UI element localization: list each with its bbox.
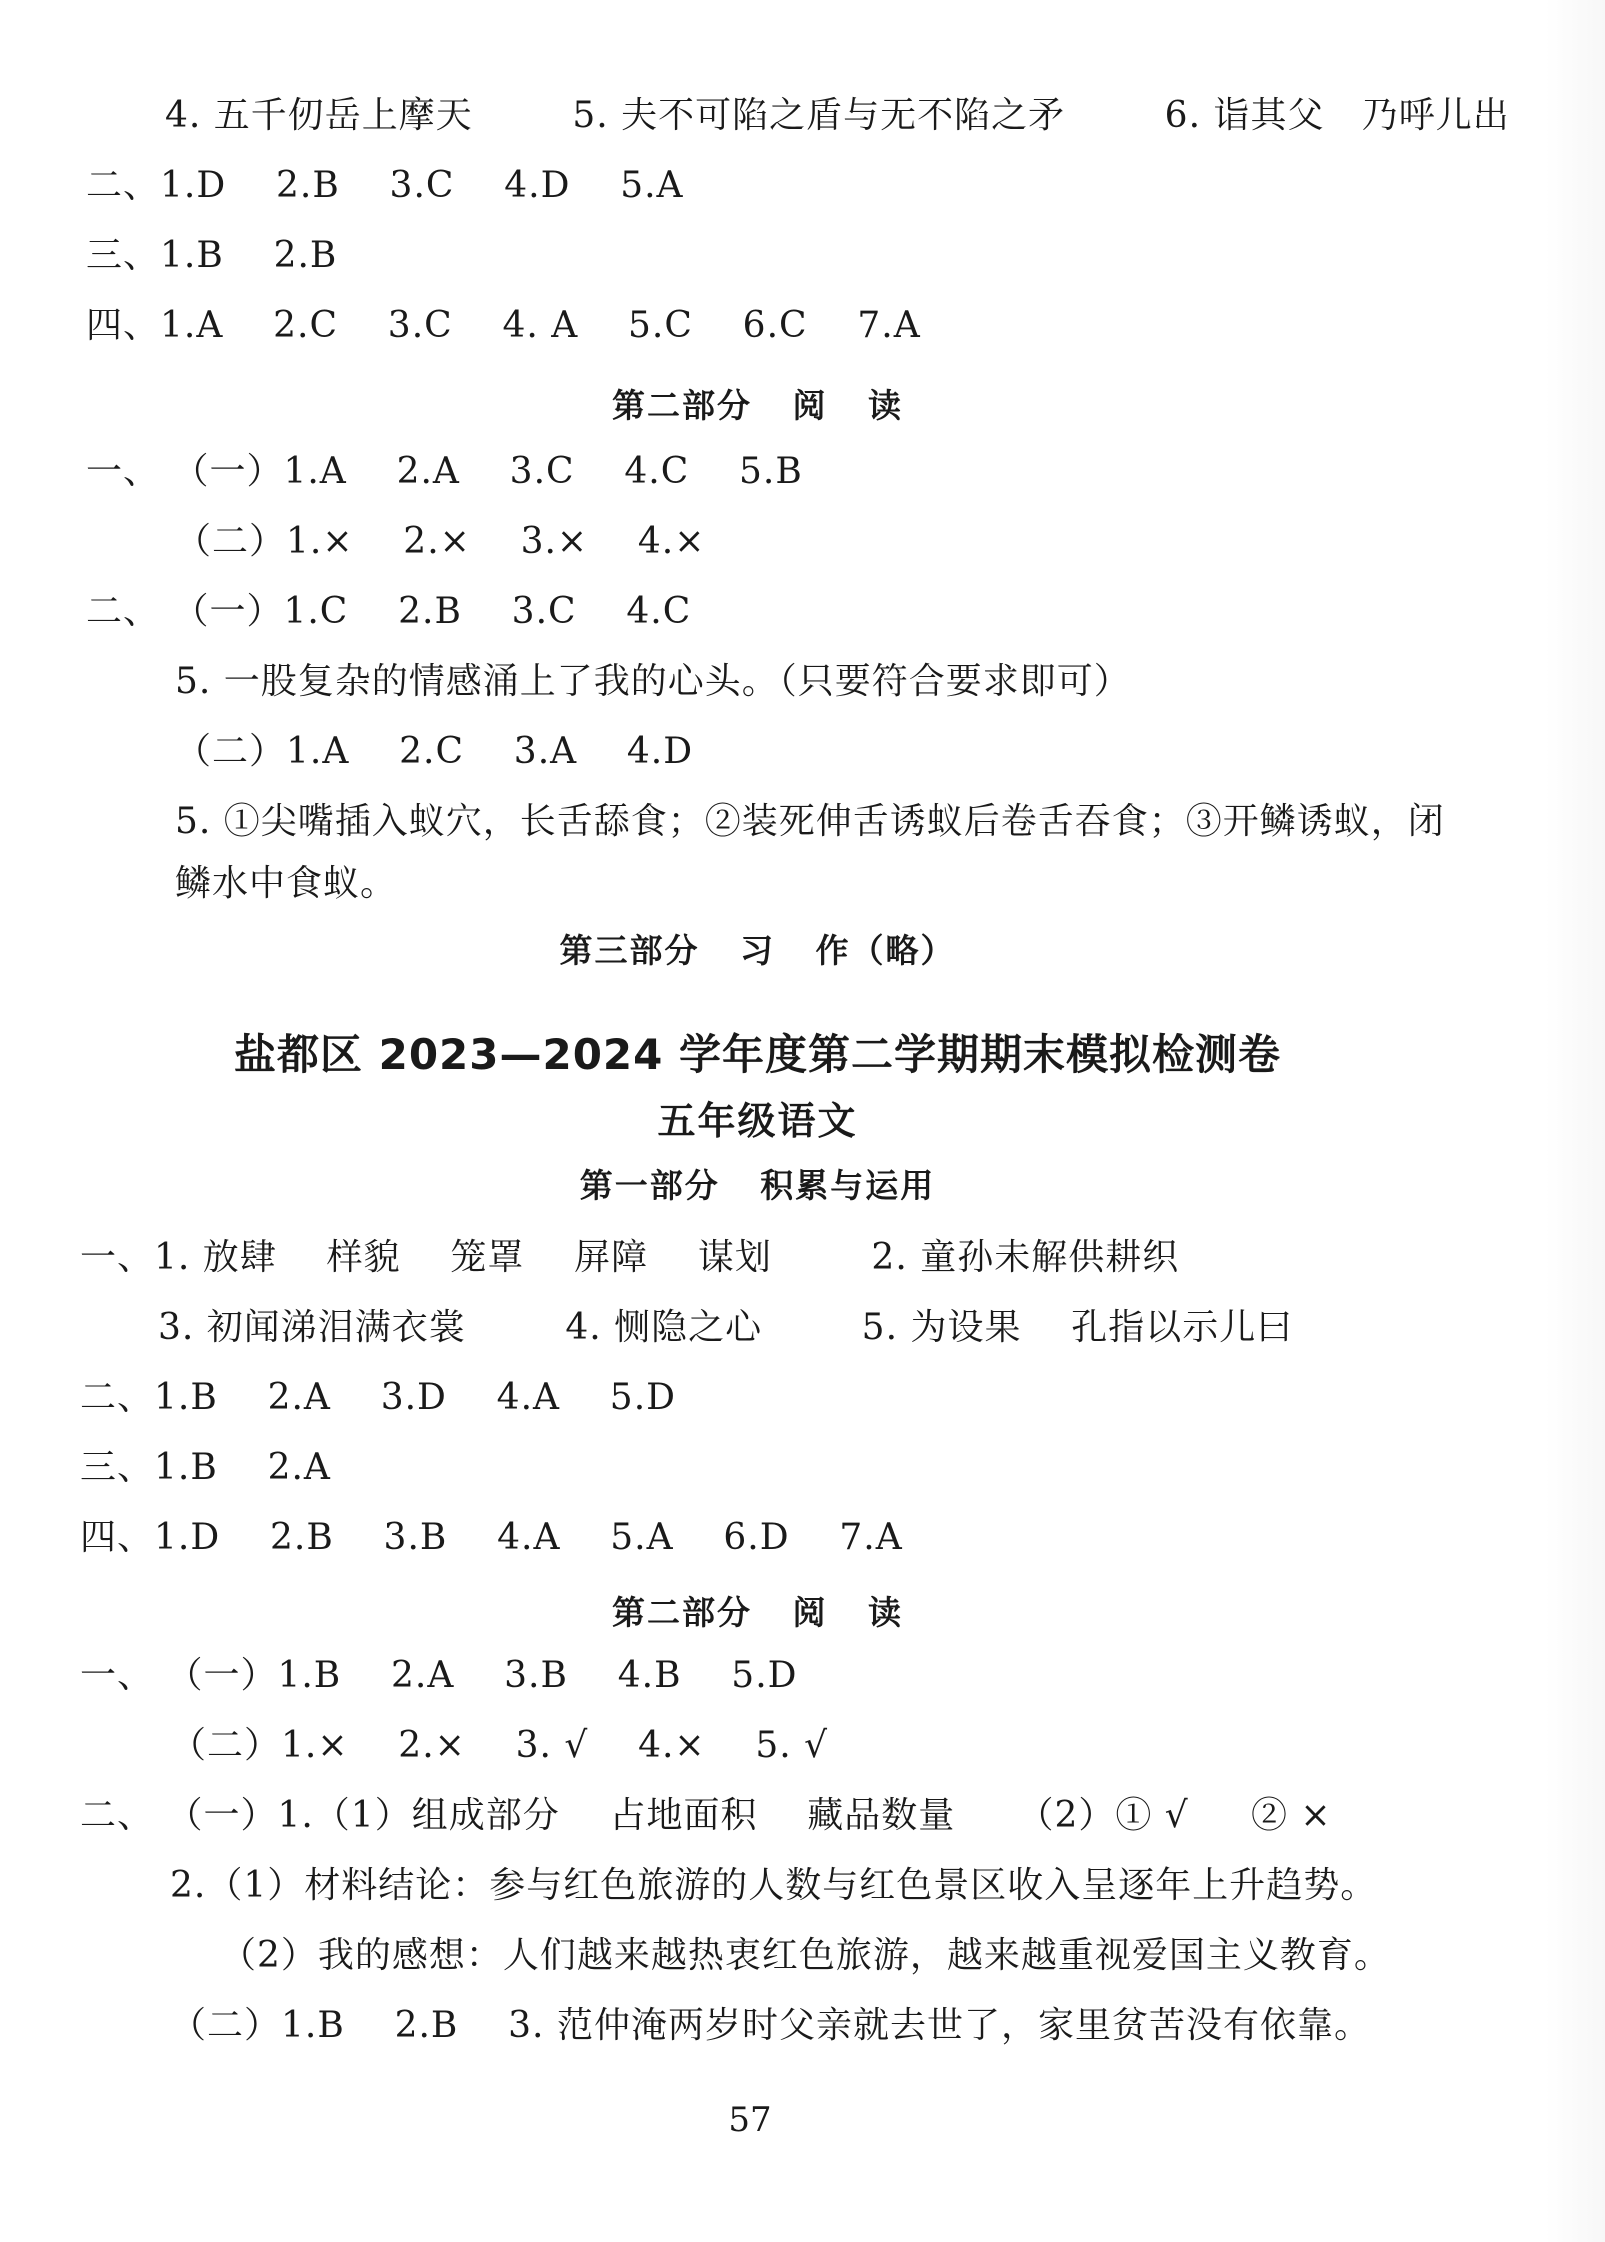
section-heading-reading: 第二部分 阅 读	[612, 1593, 903, 1632]
answer-line: （二）1.× 2.× 3. √ 4.× 5. √	[170, 1725, 829, 1766]
answer-line: 二、 （一）1.C 2.B 3.C 4.C	[86, 591, 692, 632]
answer-line: 4. 五千仞岳上摩天 5. 夫不可陷之盾与无不陷之矛 6. 诣其父 乃呼儿出	[165, 95, 1510, 136]
answer-line: 3. 初闻涕泪满衣裳 4. 恻隐之心 5. 为设果 孔指以示儿曰	[158, 1307, 1294, 1348]
exam-title: 盐都区 2023—2024 学年度第二学期期末模拟检测卷	[233, 1030, 1282, 1079]
answer-line: 鳞水中食蚁。	[175, 863, 398, 904]
answer-line: （二）1.A 2.C 3.A 4.D	[175, 731, 694, 772]
page-number: 57	[728, 2100, 772, 2140]
exam-subtitle: 五年级语文	[657, 1099, 858, 1143]
answer-line: 5. 一股复杂的情感涌上了我的心头。（只要符合要求即可）	[175, 661, 1131, 702]
answer-line: 四、1.A 2.C 3.C 4. A 5.C 6.C 7.A	[86, 305, 921, 346]
answer-line: （二）1.× 2.× 3.× 4.×	[175, 521, 706, 562]
answer-line: 一、 （一）1.A 2.A 3.C 4.C 5.B	[86, 451, 803, 492]
answer-line: 5. ①尖嘴插入蚁穴，长舌舔食；②装死伸舌诱蚁后卷舌吞食；③开鳞诱蚁，闭	[175, 801, 1445, 842]
answer-line: （2）我的感想：人们越来越热衷红色旅游，越来越重视爱国主义教育。	[220, 1935, 1391, 1976]
answer-line: 一、1. 放肆 样貌 笼罩 屏障 谋划 2. 童孙未解供耕织	[80, 1237, 1180, 1278]
answer-line: 四、1.D 2.B 3.B 4.A 5.A 6.D 7.A	[80, 1517, 903, 1558]
answer-line: 三、1.B 2.A	[80, 1447, 331, 1488]
section-heading-usage: 第一部分 积累与运用	[579, 1166, 936, 1205]
answer-line: 一、 （一）1.B 2.A 3.B 4.B 5.D	[80, 1655, 798, 1696]
answer-line: 二、1.D 2.B 3.C 4.D 5.A	[86, 165, 684, 206]
answer-line: （二）1.B 2.B 3. 范仲淹两岁时父亲就去世了，家里贫苦没有依靠。	[170, 2005, 1371, 2046]
answer-line: 二、1.B 2.A 3.D 4.A 5.D	[80, 1377, 677, 1418]
section-heading-writing: 第三部分 习 作（略）	[559, 931, 956, 970]
answer-line: 三、1.B 2.B	[86, 235, 338, 276]
page-edge-shadow	[1545, 0, 1605, 2242]
section-heading-reading: 第二部分 阅 读	[612, 386, 903, 425]
answer-line: 2.（1）材料结论：参与红色旅游的人数与红色景区收入呈逐年上升趋势。	[170, 1865, 1378, 1906]
answer-line: 二、 （一）1.（1）组成部分 占地面积 藏品数量 （2）① √ ② ×	[80, 1795, 1332, 1836]
